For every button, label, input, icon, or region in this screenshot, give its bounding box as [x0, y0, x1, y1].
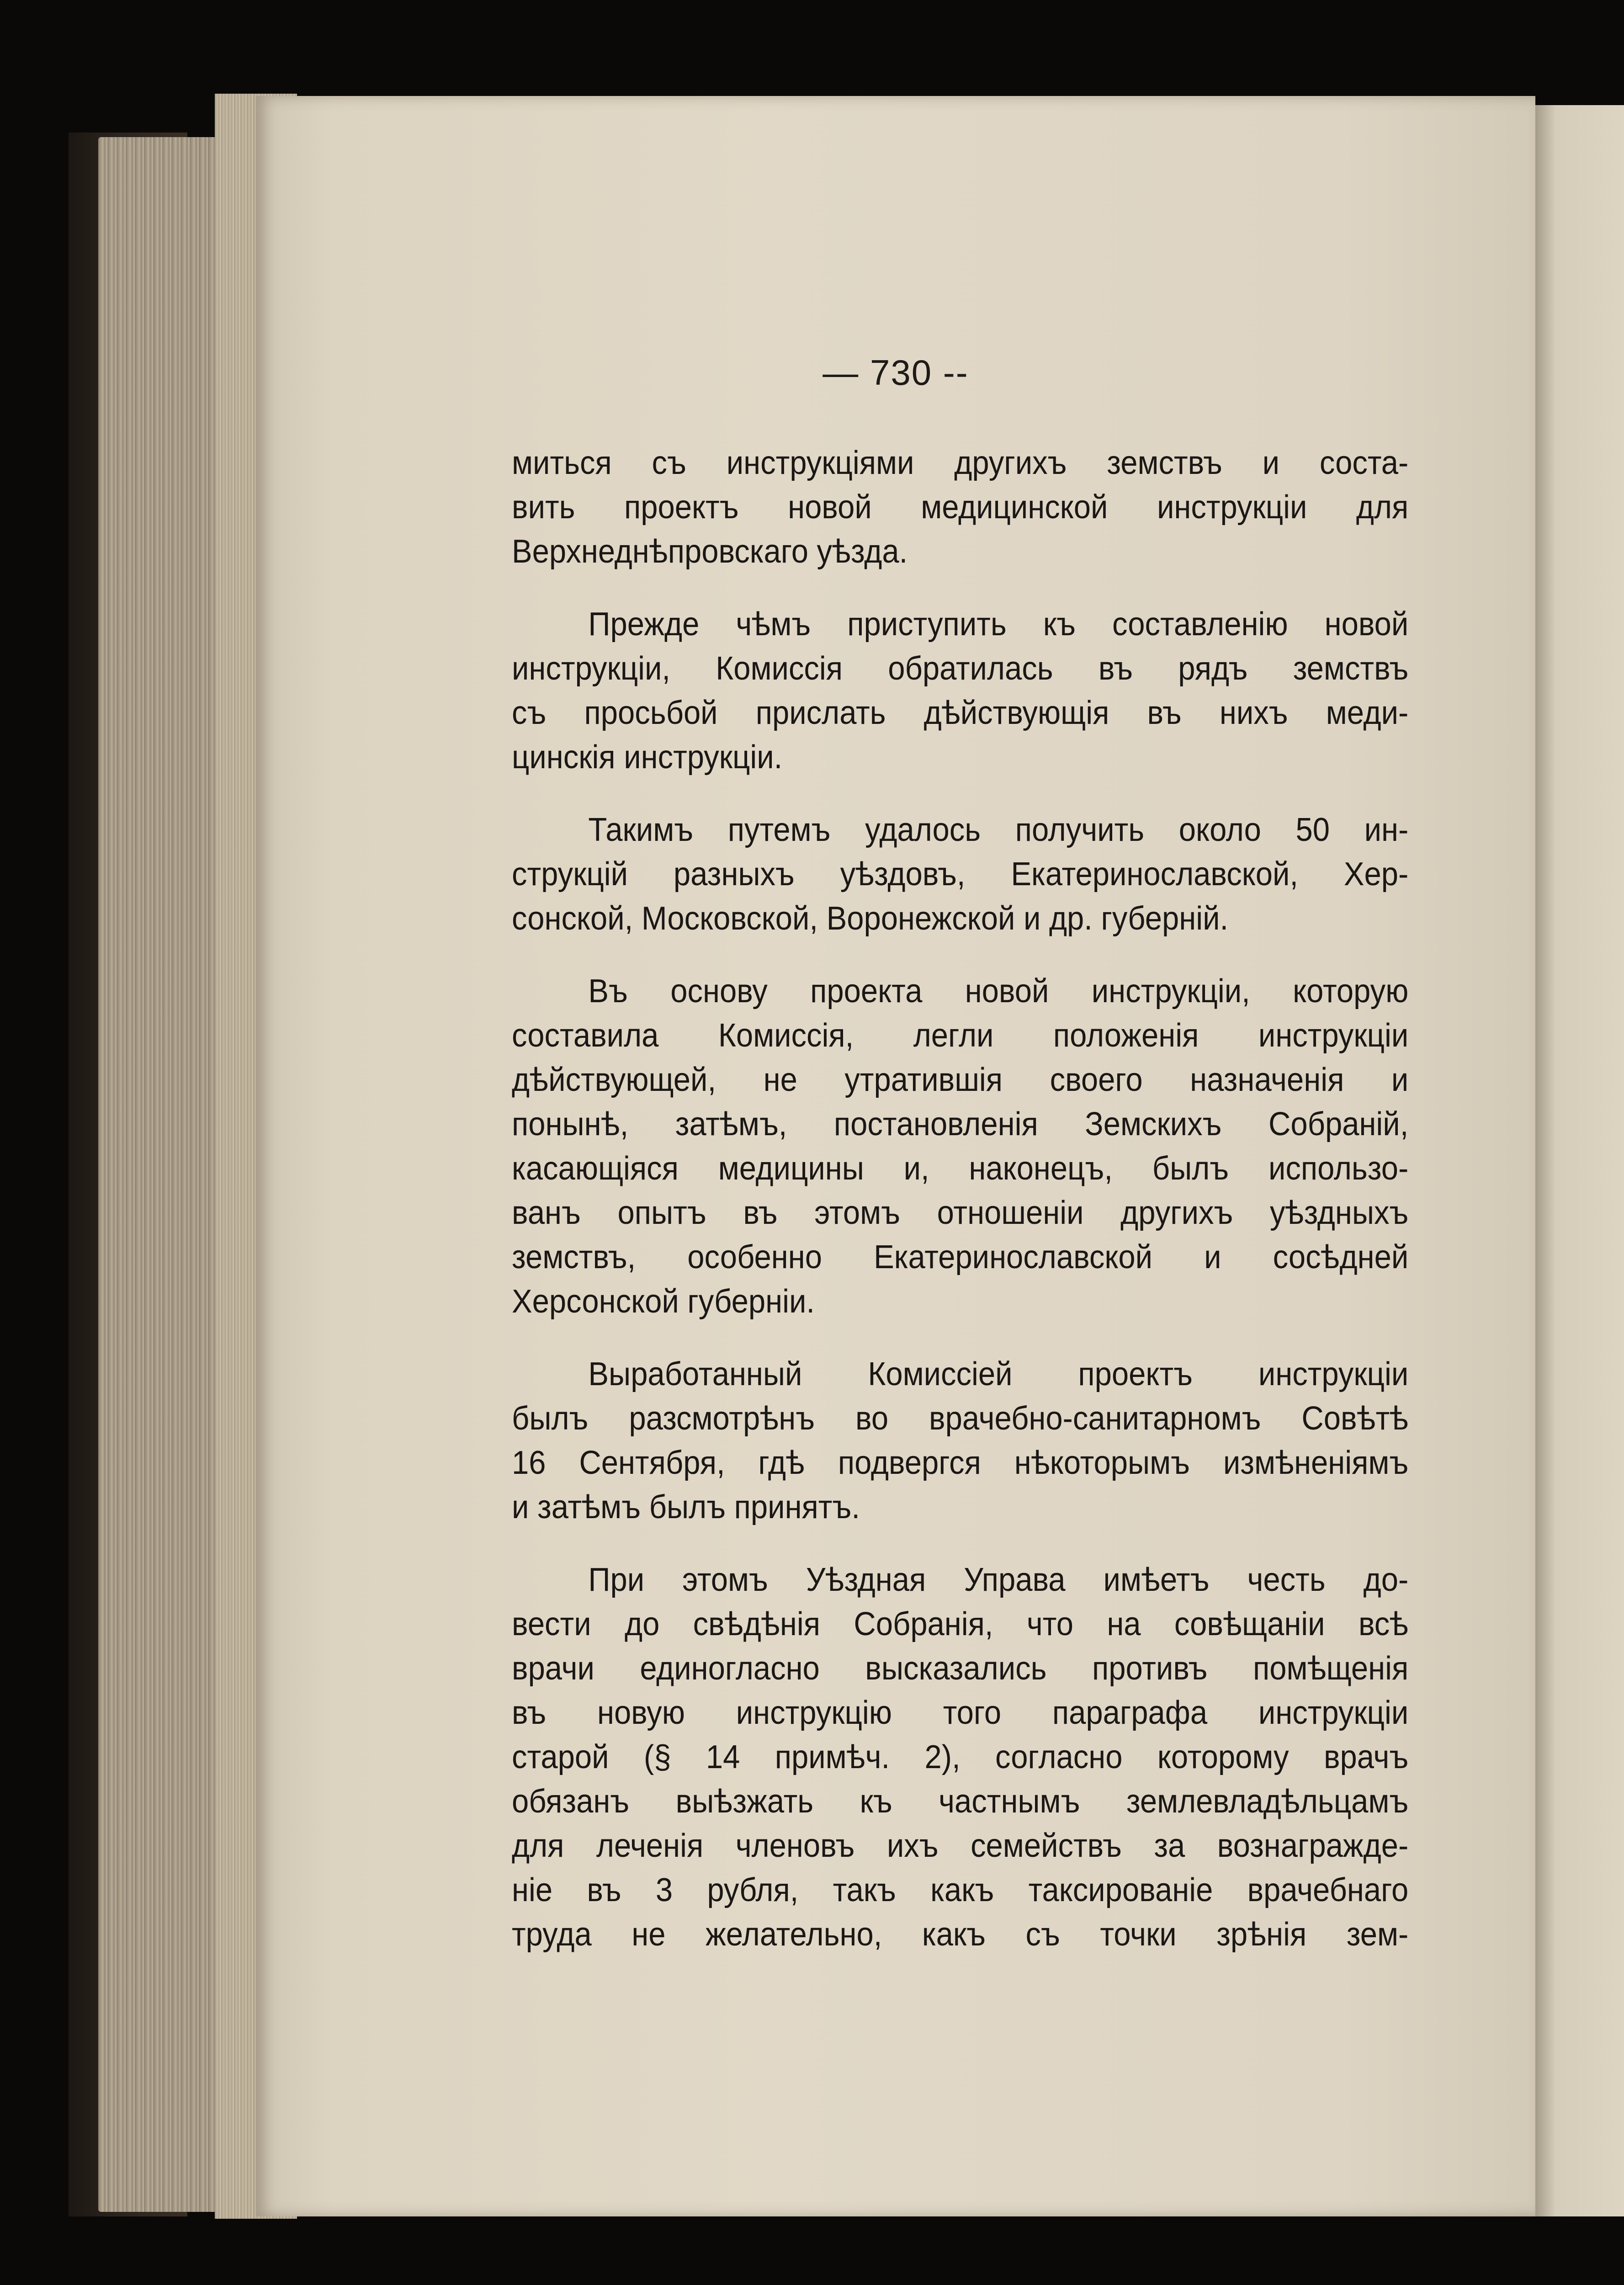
text-line: ванъ опытъ въ этомъ отношеніи другихъ уѣздныхъ — [512, 1195, 1409, 1231]
facing-page-edge — [1533, 105, 1624, 2216]
text-line: врачи единогласно высказались противъ помѣщенія — [512, 1650, 1409, 1687]
text-line: понынѣ, затѣмъ, постановленія Земскихъ Собраній, — [512, 1106, 1409, 1142]
text-line: миться съ инструкціями другихъ земствъ и соста- — [512, 445, 1409, 481]
text-line: Въ основу проекта новой инструкціи, которую — [588, 973, 1409, 1010]
text-line: струкцій разныхъ уѣздовъ, Екатеринославской, Хер- — [512, 856, 1409, 893]
text-line: сонской, Московской, Воронежской и др. губерній. — [512, 900, 1229, 937]
text-line: Прежде чѣмъ приступить къ составленію новой — [588, 606, 1409, 643]
text-line: касающіяся медицины и, наконецъ, былъ использо- — [512, 1150, 1409, 1187]
text-line: При этомъ Уѣздная Управа имѣетъ честь до- — [588, 1562, 1409, 1598]
text-line: ніе въ 3 рубля, такъ какъ таксированіе врачебнаго — [512, 1872, 1409, 1908]
text-line: старой (§ 14 примѣч. 2), согласно которому врачъ — [512, 1739, 1409, 1775]
paragraph — [512, 602, 1408, 780]
text-line: Херсонской губерніи. — [512, 1283, 815, 1320]
text-line: труда не желательно, какъ съ точки зрѣнія зем- — [512, 1916, 1409, 1953]
text-line: дѣйствующей, не утратившія своего назначенія и — [512, 1062, 1409, 1098]
text-line: 16 Сентября, гдѣ подвергся нѣкоторымъ измѣненіямъ — [512, 1445, 1409, 1481]
text-line: цинскія инструкціи. — [512, 739, 783, 776]
text-line: земствъ, особенно Екатеринославской и сосѣдней — [512, 1239, 1409, 1275]
text-line: вить проектъ новой медицинской инструкціи для — [512, 489, 1409, 526]
page-body-text — [512, 441, 1408, 1985]
paragraph — [512, 1352, 1408, 1530]
text-line: и затѣмъ былъ принятъ. — [512, 1489, 860, 1525]
paragraph — [512, 808, 1408, 941]
text-line: Верхнеднѣпровскаго уѣзда. — [512, 533, 908, 570]
text-line: для леченія членовъ ихъ семействъ за вознагражде- — [512, 1828, 1409, 1864]
paragraph — [512, 1558, 1408, 1957]
text-line: въ новую инструкцію того параграфа инструкціи — [512, 1695, 1409, 1731]
text-line: Такимъ путемъ удалось получить около 50 ин- — [588, 812, 1409, 848]
paragraph — [512, 969, 1408, 1324]
text-line: обязанъ выѣзжать къ частнымъ землевладѣльцамъ — [512, 1783, 1409, 1820]
text-line: инструкціи, Комиссія обратилась въ рядъ земствъ — [512, 650, 1409, 687]
text-line: съ просьбой прислать дѣйствующія въ нихъ меди- — [512, 695, 1409, 731]
page-number: — 730 -- — [823, 352, 969, 393]
text-line: былъ разсмотрѣнъ во врачебно-санитарномъ Совѣтѣ — [512, 1400, 1409, 1437]
text-line: Выработанный Комиссіей проектъ инструкціи — [588, 1356, 1409, 1392]
text-line: вести до свѣдѣнія Собранія, что на совѣщаніи всѣ — [512, 1606, 1409, 1642]
book-page — [256, 96, 1535, 2216]
paragraph — [512, 441, 1408, 574]
text-line: составила Комиссія, легли положенія инструкціи — [512, 1017, 1409, 1054]
